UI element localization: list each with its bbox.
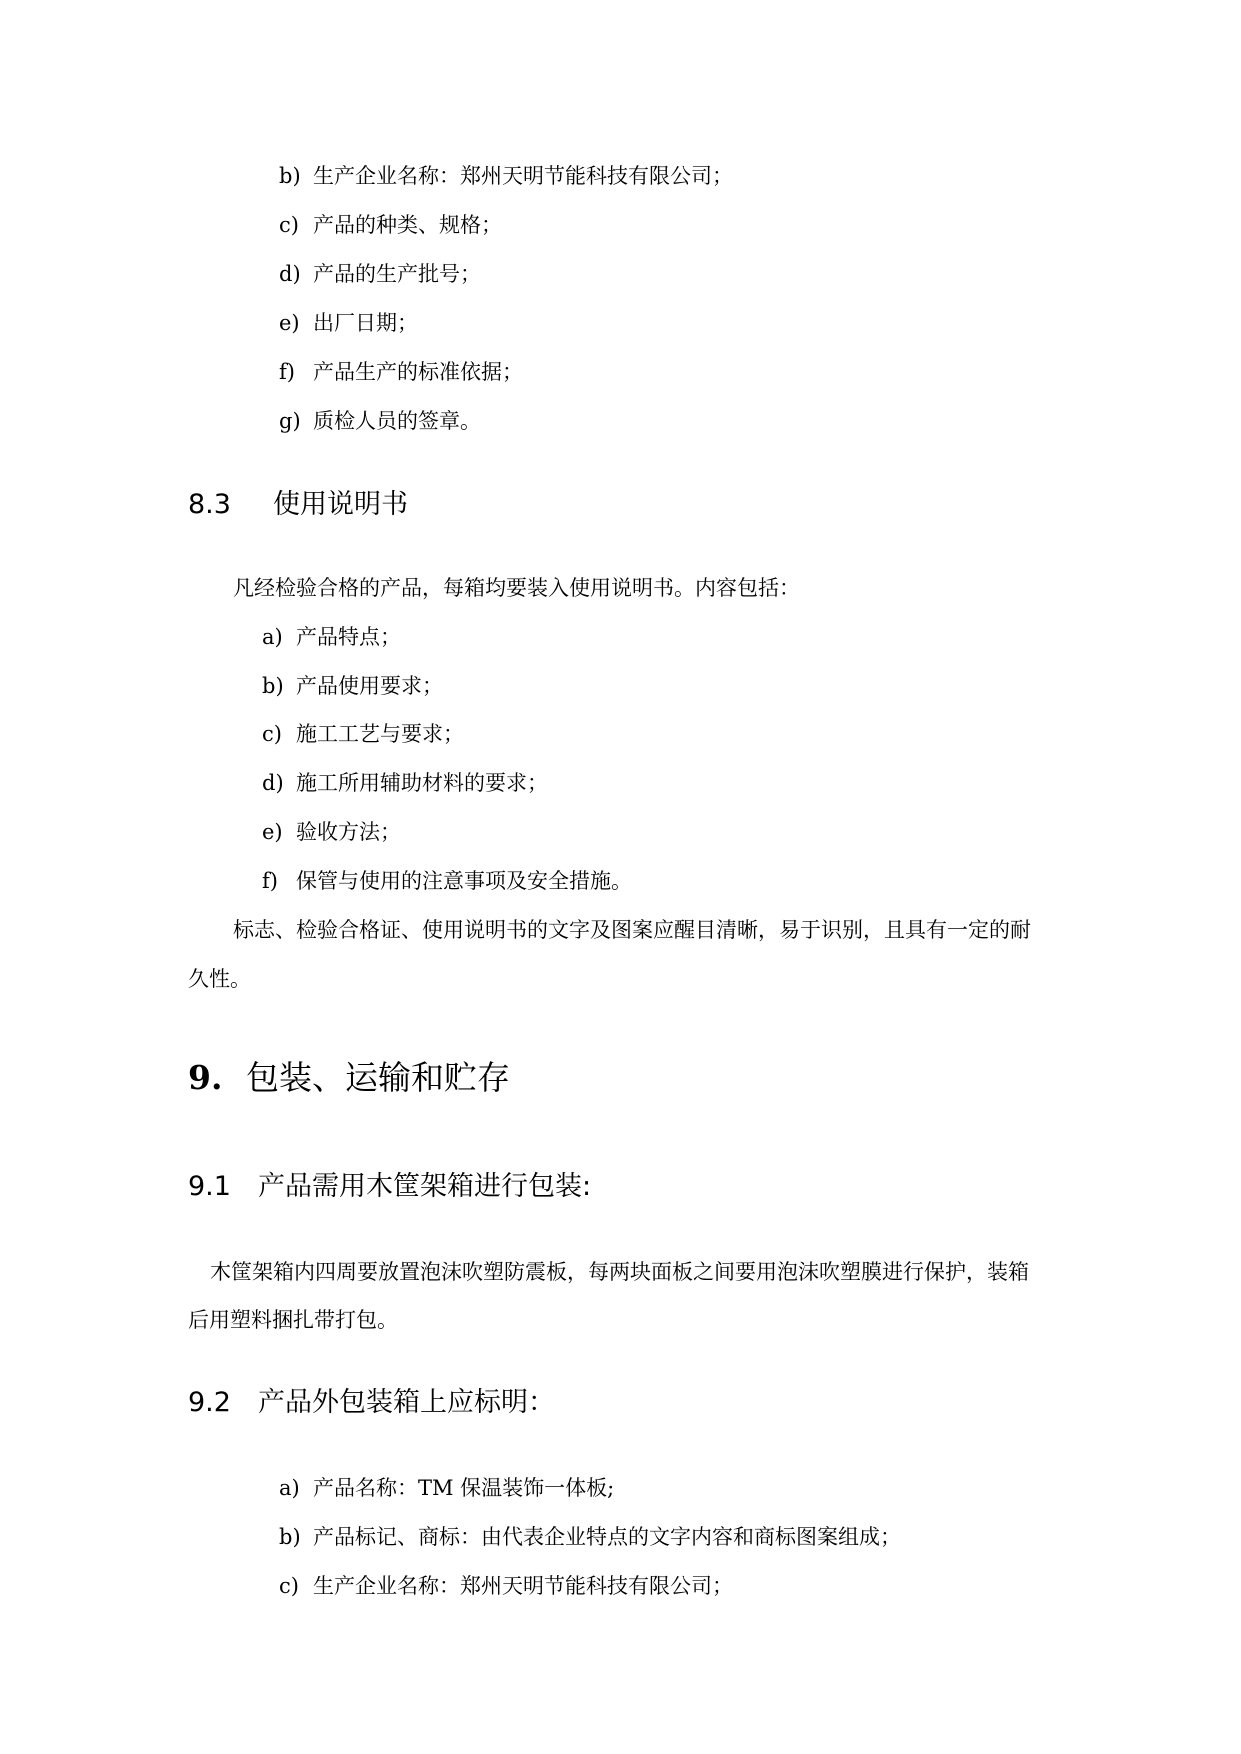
section-number: 9.2	[188, 1387, 231, 1418]
list-item-text: 产品名称：TM 保温装饰一体板;	[313, 1476, 615, 1500]
section-heading-8-3	[188, 488, 408, 522]
list-marker: g)	[279, 409, 301, 433]
section-title: 产品外包装箱上应标明：	[258, 1387, 555, 1418]
list-item-text: 产品标记、商标：由代表企业特点的文字内容和商标图案组成；	[313, 1525, 901, 1549]
list-item-text: 出厂日期；	[313, 311, 418, 335]
list-marker: c)	[279, 213, 299, 237]
list-item-text: 施工所用辅助材料的要求；	[296, 771, 548, 795]
list-item	[262, 720, 464, 748]
list-item	[279, 309, 418, 337]
list-marker: e)	[279, 311, 300, 335]
section-title: 使用说明书	[273, 489, 408, 520]
list-item-text: 保管与使用的注意事项及安全措施。	[296, 869, 632, 893]
list-item-text: 生产企业名称：郑州天明节能科技有限公司；	[313, 164, 733, 188]
list-marker: b)	[262, 674, 284, 698]
list-marker: b)	[279, 1525, 301, 1549]
list-item	[279, 260, 481, 288]
list-item	[279, 407, 481, 435]
section-number: 8.3	[188, 489, 231, 520]
section-heading-9-2	[188, 1386, 555, 1420]
list-item-text: 产品特点；	[296, 625, 401, 649]
list-item-text: 验收方法；	[296, 820, 401, 844]
list-item	[279, 162, 733, 190]
list-item	[279, 1572, 733, 1600]
chapter-number: 9.	[188, 1058, 223, 1097]
list-item-text: 生产企业名称：郑州天明节能科技有限公司；	[313, 1574, 733, 1598]
list-item-text: 产品使用要求；	[296, 674, 443, 698]
list-item	[262, 867, 632, 895]
list-marker: b)	[279, 164, 301, 188]
paragraph-line: 久性。	[188, 967, 251, 991]
list-marker: d)	[262, 771, 284, 795]
section-title: 产品需用木筐架箱进行包装:	[258, 1171, 592, 1202]
section-heading-9-1	[188, 1170, 591, 1204]
list-marker: f)	[279, 360, 295, 384]
list-marker: c)	[262, 722, 282, 746]
list-item-text: 产品的种类、规格；	[313, 213, 502, 237]
list-marker: a)	[262, 625, 283, 649]
list-item-text: 施工工艺与要求；	[296, 722, 464, 746]
list-item	[262, 672, 443, 700]
section-number: 9.1	[188, 1171, 231, 1202]
list-item	[279, 1474, 614, 1502]
list-item	[279, 358, 523, 386]
list-item	[262, 769, 548, 797]
paragraph-line: 后用塑料捆扎带打包。	[188, 1308, 398, 1332]
paragraph-line: 标志、检验合格证、使用说明书的文字及图案应醒目清晰，易于识别，且具有一定的耐	[233, 918, 1031, 942]
list-item	[279, 211, 502, 239]
list-marker: f)	[262, 869, 278, 893]
list-item-text: 产品的生产批号；	[313, 262, 481, 286]
paragraph: 凡经检验合格的产品，每箱均要装入使用说明书。内容包括：	[233, 576, 800, 600]
list-marker: c)	[279, 1574, 299, 1598]
chapter-title: 包装、运输和贮存	[246, 1058, 510, 1097]
paragraph-line: 木筐架箱内四周要放置泡沫吹塑防震板，每两块面板之间要用泡沫吹塑膜进行保护，装箱	[210, 1260, 1029, 1284]
list-item-text: 产品生产的标准依据；	[313, 360, 523, 384]
list-item	[262, 623, 401, 651]
list-item-text: 质检人员的签章。	[313, 409, 481, 433]
list-marker: e)	[262, 820, 283, 844]
list-marker: d)	[279, 262, 301, 286]
list-marker: a)	[279, 1476, 300, 1500]
list-item	[262, 818, 401, 846]
chapter-heading-9	[188, 1058, 510, 1098]
list-item	[279, 1523, 901, 1551]
